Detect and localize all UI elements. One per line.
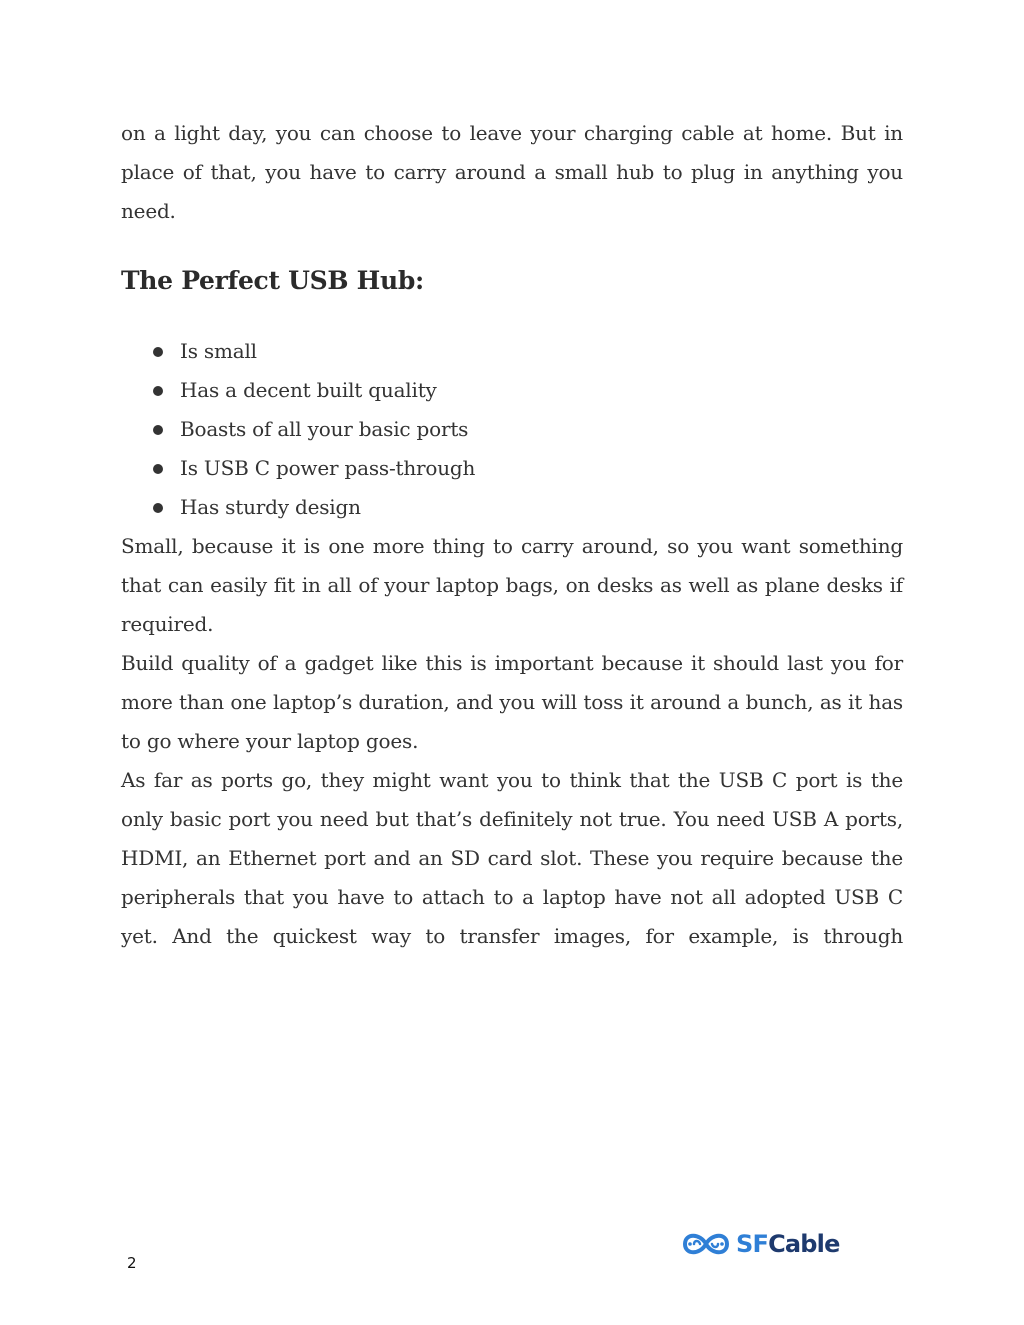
feature-bullet-list	[121, 332, 903, 527]
bullet-dot-icon	[153, 425, 163, 435]
brand-wordmark-cable: Cable	[768, 1230, 840, 1258]
bullet-dot-icon	[153, 464, 163, 474]
brand-wordmark-sf: SF	[736, 1230, 769, 1258]
brand-logo	[680, 1227, 840, 1261]
bullet-item	[121, 371, 903, 410]
infinity-cable-logo-icon	[680, 1229, 732, 1259]
page-number: 2	[127, 1254, 137, 1272]
bullet-dot-icon	[153, 386, 163, 396]
bullet-text: Boasts of all your basic ports	[180, 417, 469, 441]
bullet-item	[121, 332, 903, 371]
intro-paragraph: on a light day, you can choose to leave your charging cable at home. But in place of that, you have to carry around a small hub to plug in anything you need.	[121, 121, 903, 223]
brand-wordmark	[736, 1230, 840, 1258]
bullet-dot-icon	[153, 347, 163, 357]
bullet-text: Is USB C power pass-through	[180, 456, 476, 480]
bullet-item	[121, 449, 903, 488]
section-heading: The Perfect USB Hub:	[121, 266, 424, 295]
bullet-item	[121, 488, 903, 527]
bullet-item	[121, 410, 903, 449]
bullet-dot-icon	[153, 503, 163, 513]
document-page-body	[121, 114, 903, 956]
bullet-text: Is small	[180, 339, 257, 363]
bullet-text: Has sturdy design	[180, 495, 361, 519]
paragraph-small: Small, because it is one more thing to carry around, so you want something that can easily fit in all of your laptop bags, on desks as well as plane desks if required.	[121, 534, 903, 636]
bullet-text: Has a decent built quality	[180, 378, 437, 402]
paragraph-build-quality: Build quality of a gadget like this is important because it should last you for more than one laptop’s duration, and you will toss it around a bunch, as it has to go where your laptop goes.	[121, 651, 903, 753]
paragraph-ports: As far as ports go, they might want you to think that the USB C port is the only basic port you need but that’s definitely not true. You need USB A ports, HDMI, an Ethernet port and an SD card slot. These you require because the peripherals that you have to attach to a laptop have not all adopted USB C yet. And the quickest way to transfer images, for example, is through	[121, 768, 903, 948]
